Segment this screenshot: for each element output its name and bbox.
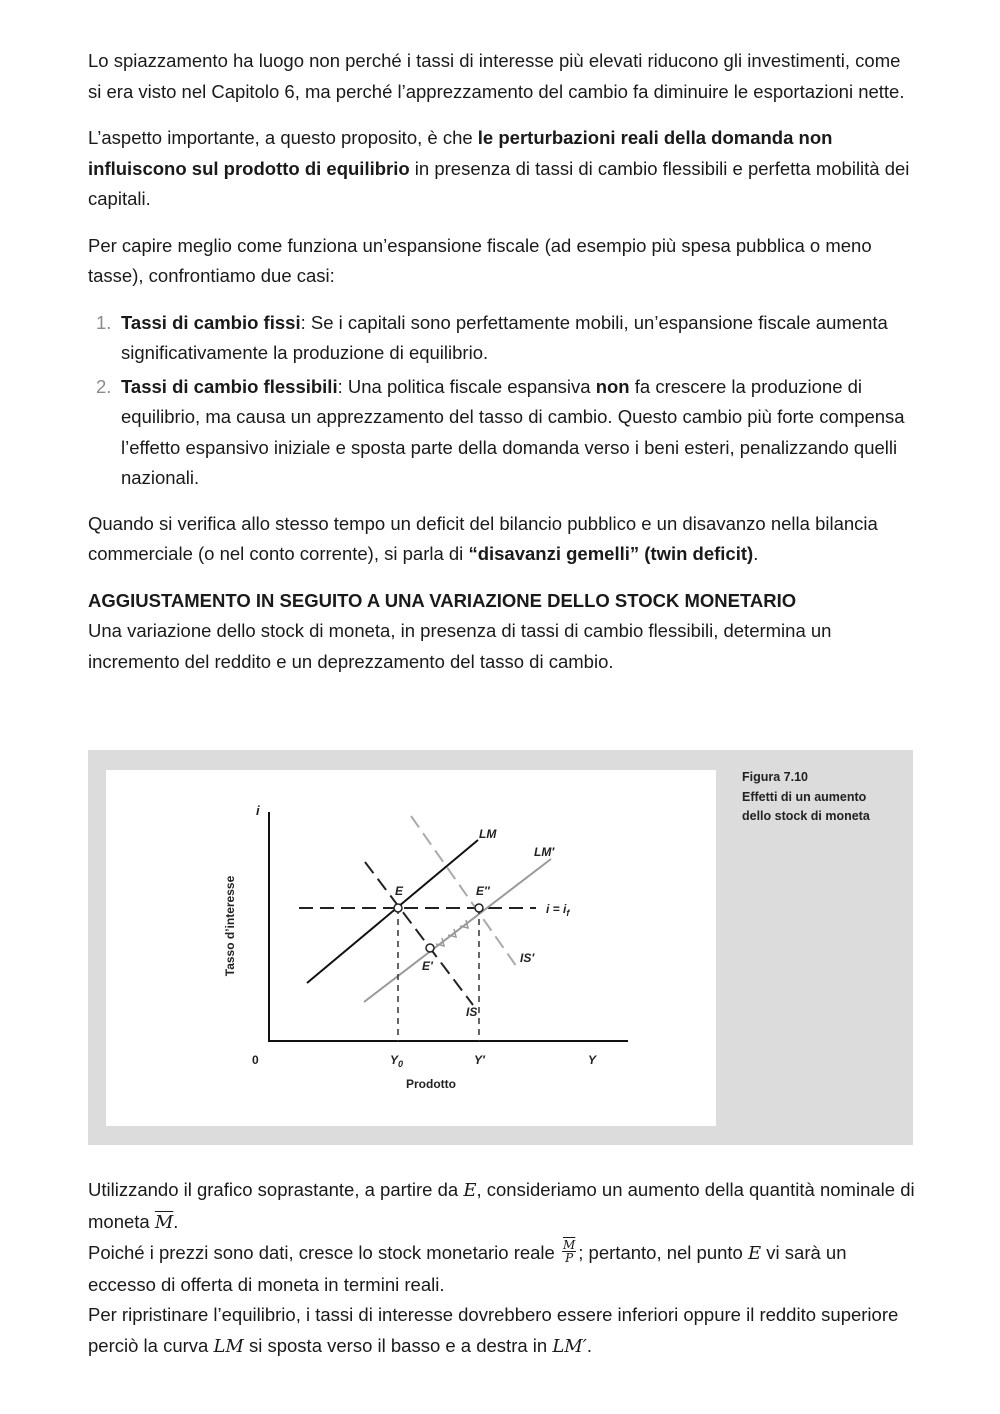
paragraph-real-shocks — [88, 123, 918, 215]
math-lm-prime: LM′ — [552, 1335, 587, 1357]
explanation-text — [88, 1175, 918, 1362]
lm-curve — [307, 840, 478, 983]
paragraph-equilibrium-restore — [88, 1300, 918, 1362]
point-e — [394, 904, 402, 912]
is-curve — [365, 862, 473, 1005]
x-axis-label: Prodotto — [406, 1077, 456, 1091]
point-e-double-prime — [475, 904, 483, 912]
text-span: vi sarà un eccesso di offerta di moneta in termini reali. — [88, 1242, 847, 1295]
bold-text: “disavanzi gemelli” (twin deficit) — [468, 543, 754, 564]
bold-text: le perturbazioni reali della domanda non influiscono sul prodotto di equilibrio — [88, 127, 833, 179]
paragraph-crowding-out: Lo spiazzamento ha luogo non perché i tassi di interesse più elevati riducono gli investimenti, come si era visto nel Capitolo 6, ma perché l’apprezzamento del cambio fa diminuire le esportazioni nette. — [88, 50, 905, 102]
figure-plot-area — [106, 770, 716, 1126]
label-e: E — [395, 884, 404, 898]
x-tick-y0: $Y_0$ — [390, 1053, 404, 1069]
is-prime-label: IS′ — [520, 951, 535, 965]
origin-label: 0 — [252, 1053, 259, 1067]
text-span: . — [586, 1334, 592, 1356]
bold-text: Tassi di cambio fissi — [121, 311, 301, 333]
y-axis-label: Tasso d’interesse — [223, 875, 237, 977]
list-item — [88, 308, 918, 369]
numbered-list — [88, 308, 918, 494]
text-span: L’aspetto importante, a questo proposito, è che — [88, 127, 478, 148]
list-item — [88, 372, 918, 494]
bold-text: non — [595, 375, 630, 397]
text-span: Quando si verifica allo stesso tempo un deficit del bilancio pubblico e un disavanzo nella bilancia commerciale (o nel conto corrente), si parla di — [88, 512, 878, 564]
x-tick-y: Y — [588, 1053, 597, 1067]
text-span: Per ripristinare l’equilibrio, i tassi di interesse dovrebbero essere inferiori oppure il reddito superiore perciò la curva — [88, 1304, 899, 1356]
section-heading: AGGIUSTAMENTO IN SEGUITO A UNA VARIAZIONE DELLO STOCK MONETARIO — [88, 589, 797, 611]
caption-title-line: Effetti di un aumento — [742, 789, 867, 804]
world-rate-label: $i = i_f$ — [546, 902, 570, 918]
bold-text: Tassi di cambio flessibili — [121, 375, 338, 397]
text-span: . — [173, 1210, 179, 1232]
text-span: : Una politica fiscale espansiva — [337, 375, 596, 397]
text-span: . — [753, 543, 759, 564]
figure-7-10 — [88, 750, 913, 1145]
point-e-prime — [426, 944, 434, 952]
fraction-denominator: P — [565, 1250, 574, 1265]
lm-prime-curve — [364, 859, 551, 1002]
math-m-bar: $\overline{M}$ — [154, 1211, 174, 1233]
math-e: E — [748, 1243, 762, 1264]
caption-title-line: dello stock di moneta — [742, 809, 870, 823]
y-axis-symbol: i — [256, 803, 260, 818]
math-lm: LM — [213, 1335, 244, 1357]
text-span: ; pertanto, nel punto — [578, 1242, 748, 1263]
list-number: 1. — [96, 311, 112, 333]
paragraph-twin-deficit — [88, 509, 918, 570]
math-fraction-m-over-p — [562, 1239, 576, 1264]
text-span: Poiché i prezzi sono dati, cresce lo stock monetario reale — [88, 1242, 560, 1263]
is-label: IS — [466, 1005, 478, 1019]
is-lm-diagram — [106, 770, 716, 1126]
paragraph-real-money-stock — [88, 1238, 918, 1300]
figure-caption — [742, 768, 870, 827]
text-span: Utilizzando il grafico soprastante, a partire da — [88, 1179, 464, 1200]
paragraph-money-stock: Una variazione dello stock di moneta, in presenza di tassi di cambio flessibili, determina un incremento del reddito e un deprezzamento del tasso di cambio. — [88, 620, 832, 672]
math-e: E — [463, 1180, 477, 1201]
paragraph-money-increase — [88, 1175, 918, 1238]
caption-number: Figura 7.10 — [742, 770, 808, 784]
text-span: fa crescere la produzione di equilibrio, ma causa un apprezzamento del tasso di cambio. Questo cambio più forte compensa l’effetto espansivo iniziale e sposta parte della domanda verso i beni esteri, penalizzando quelli nazionali. — [121, 375, 905, 488]
paragraph-fiscal-expansion: Per capire meglio come funziona un’espansione fiscale (ad esempio più spesa pubblica o meno tasse), confrontiamo due casi: — [88, 234, 872, 286]
text-span: in presenza di tassi di cambio flessibili e perfetta mobilità dei capitali. — [88, 157, 910, 209]
fraction-numerator: $\overline{M}$ — [562, 1237, 576, 1252]
document-body — [88, 46, 918, 677]
lm-label: LM — [479, 827, 497, 841]
x-tick-yprime: Y′ — [474, 1053, 485, 1067]
lm-prime-label: LM′ — [534, 845, 555, 859]
label-e-prime: E′ — [422, 959, 433, 973]
label-e-double-prime: E″ — [476, 884, 490, 898]
text-span: si sposta verso il basso e a destra in — [243, 1334, 553, 1356]
text-span: : Se i capitali sono perfettamente mobili, un’espansione fiscale aumenta significativamente la produzione di equilibrio. — [121, 311, 888, 363]
list-number: 2. — [96, 375, 112, 397]
text-span: , consideriamo un aumento della quantità nominale di moneta — [88, 1179, 915, 1232]
